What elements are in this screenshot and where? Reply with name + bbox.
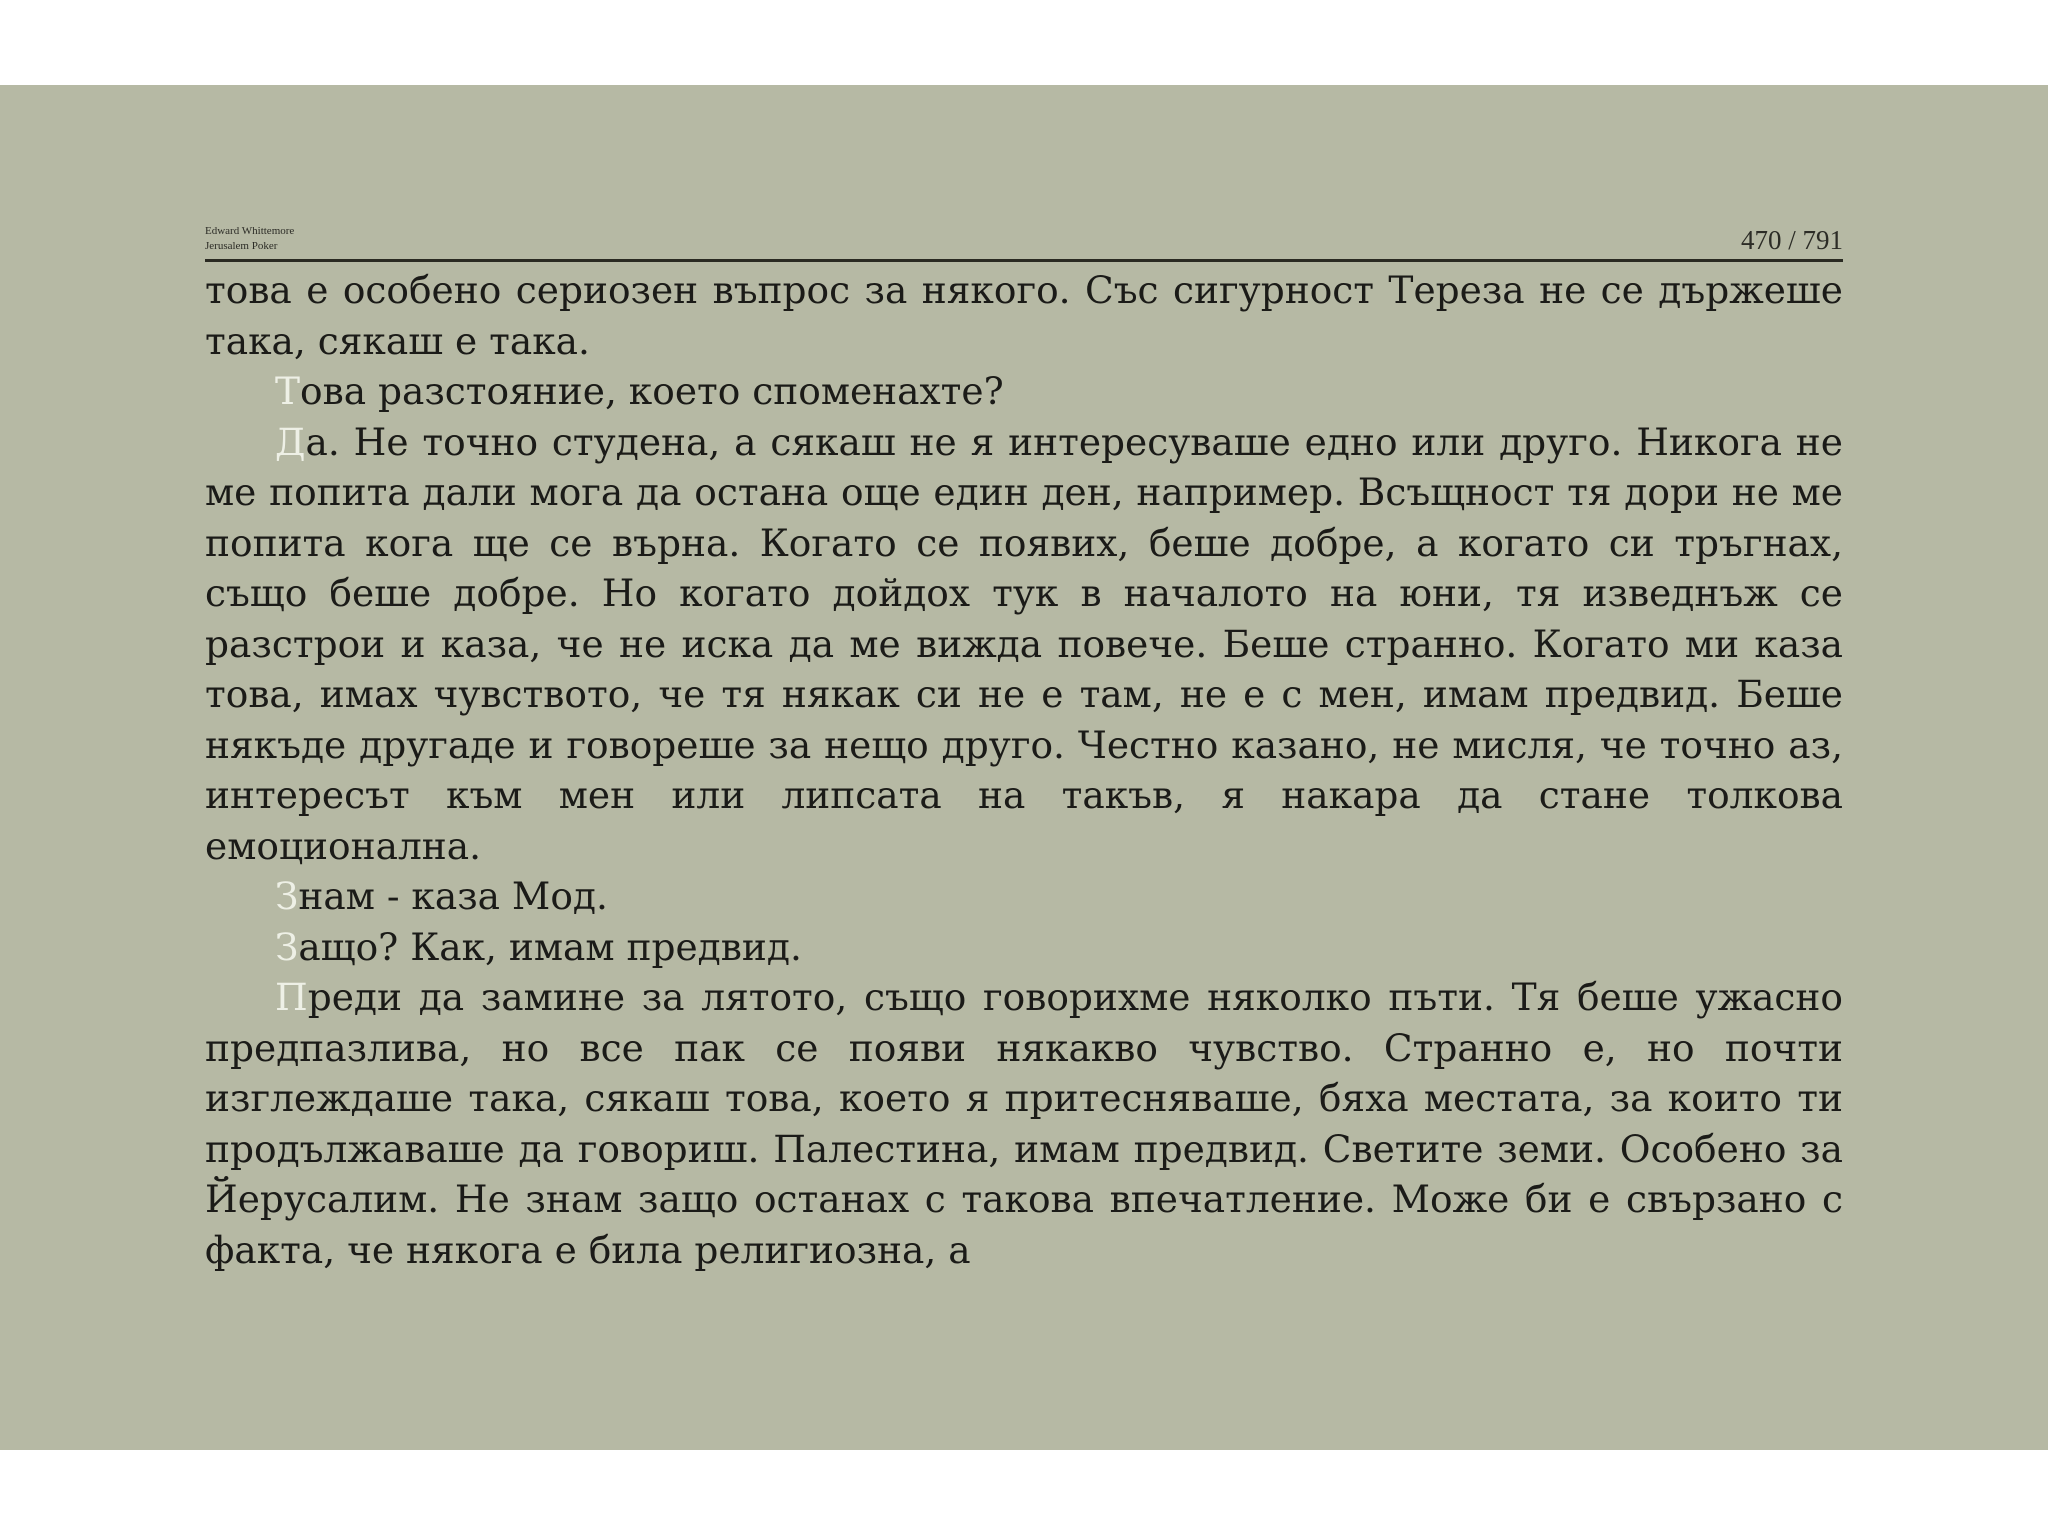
book-title: Jerusalem Poker	[205, 240, 278, 252]
paragraph	[205, 922, 1843, 973]
paragraph-text: а. Не точно студена, а сякаш не я интересуваше едно или друго. Никога не ме попита дали мога да остана още един ден, например. Всъщност тя дори не ме попита кога ще се върна. Когато се появих, беше добре, а когато си тръгнах, също беше добре. Но когато дойдох тук в началото на юни, тя изведнъж се разстрои и каза, че не иска да ме вижда повече. Беше странно. Когато ми каза това, имах чувството, че тя някак си не е там, не е с мен, имам предвид. Беше някъде другаде и говореше за нещо друго. Честно казано, не мисля, че точно аз, интересът към мен или липсата на такъв, я накара да стане толкова емоционална.	[205, 419, 1843, 868]
paragraph-initial: П	[275, 975, 308, 1019]
paragraph	[205, 265, 1843, 366]
paragraph	[205, 366, 1843, 417]
paragraph-initial: З	[275, 874, 299, 918]
paragraph	[205, 417, 1843, 872]
paragraph-text: това е особено сериозен въпрос за някого. Със сигурност Тереза не се държеше така, сякаш е така.	[205, 268, 1843, 363]
paragraph-initial: Т	[275, 369, 301, 413]
paragraph-text: ова разстояние, което споменахте?	[300, 369, 1004, 413]
paragraph	[205, 972, 1843, 1275]
page-header	[205, 137, 1843, 262]
paragraph-initial: Д	[275, 419, 306, 464]
paragraph	[205, 871, 1843, 922]
book-meta	[205, 224, 294, 254]
chapter-text	[205, 265, 1843, 1275]
author-name: Edward Whittemore	[205, 225, 295, 237]
paragraph-text: нам - каза Мод.	[298, 874, 608, 918]
page-counter: 470 / 791	[1740, 225, 1843, 255]
paragraph-text: реди да замине за лятото, също говорихме няколко пъти. Тя беше ужасно предпазлива, но все пак се появи някакво чувство. Странно е, но почти изглеждаше така, сякаш това, което я притесняваше, бяха местата, за които ти продължаваше да говориш. Палестина, имам предвид. Светите земи. Особено за Йерусалим. Не знам защо останах с такова впечатление. Може би е свързано с факта, че някога е била религиозна, а	[205, 975, 1843, 1272]
paragraph-initial: З	[275, 924, 299, 969]
paragraph-text: ащо? Как, имам предвид.	[298, 924, 802, 969]
